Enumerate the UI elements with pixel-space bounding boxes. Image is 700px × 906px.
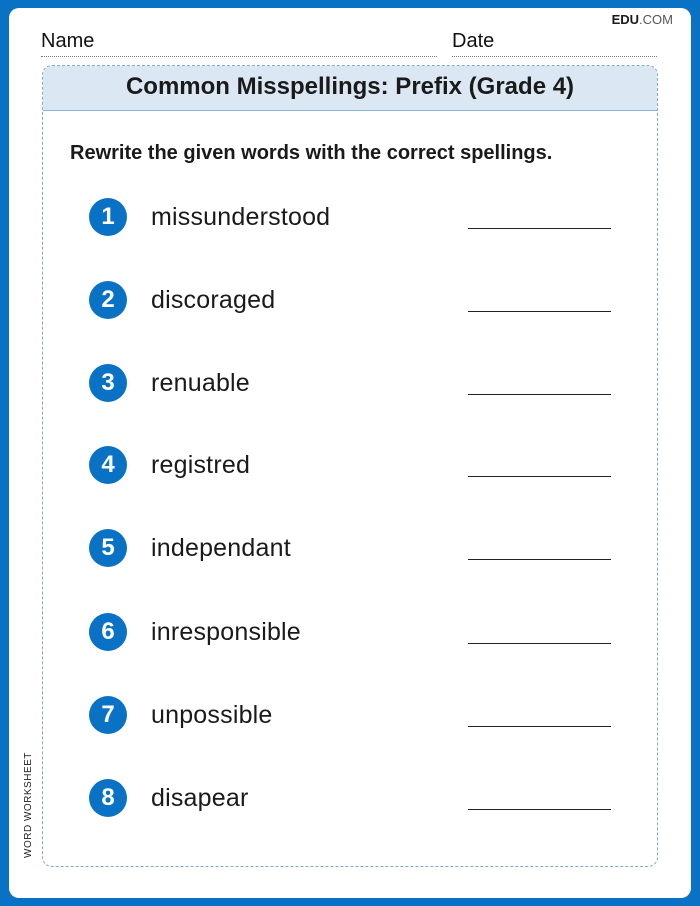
worksheet-card <box>42 65 658 867</box>
number-badge: 6 <box>89 613 127 651</box>
answer-line[interactable] <box>468 809 611 810</box>
number-badge: 8 <box>89 779 127 817</box>
side-label: WORD WORKSHEET <box>23 752 34 858</box>
misspelled-word: unpossible <box>151 701 273 729</box>
misspelled-word: disapear <box>151 784 249 812</box>
list-item <box>89 198 629 238</box>
list-item <box>89 613 629 653</box>
list-item <box>89 696 629 736</box>
name-label: Name <box>41 30 95 52</box>
answer-line[interactable] <box>468 394 611 395</box>
misspelled-word: registred <box>151 451 251 479</box>
answer-line[interactable] <box>468 476 611 477</box>
brand-logo: EDU.COM <box>611 12 673 27</box>
misspelled-word: independant <box>151 534 291 562</box>
number-badge: 3 <box>89 364 127 402</box>
answer-line[interactable] <box>468 559 611 560</box>
date-label: Date <box>452 30 495 52</box>
list-item <box>89 446 629 486</box>
date-field[interactable] <box>452 56 657 57</box>
answer-line[interactable] <box>468 643 611 644</box>
number-badge: 5 <box>89 529 127 567</box>
name-field[interactable] <box>41 56 437 57</box>
number-badge: 2 <box>89 281 127 319</box>
misspelled-word: missunderstood <box>151 203 331 231</box>
list-item <box>89 779 629 819</box>
misspelled-word: renuable <box>151 369 250 397</box>
answer-line[interactable] <box>468 311 611 312</box>
number-badge: 7 <box>89 696 127 734</box>
instruction-text: Rewrite the given words with the correct spellings. <box>70 142 553 164</box>
list-item <box>89 364 629 404</box>
answer-line[interactable] <box>468 228 611 229</box>
list-item <box>89 529 629 569</box>
answer-line[interactable] <box>468 726 611 727</box>
worksheet-title: Common Misspellings: Prefix (Grade 4) <box>43 66 657 111</box>
worksheet-page <box>9 8 691 898</box>
misspelled-word: discoraged <box>151 286 276 314</box>
number-badge: 1 <box>89 198 127 236</box>
number-badge: 4 <box>89 446 127 484</box>
misspelled-word: inresponsible <box>151 618 301 646</box>
list-item <box>89 281 629 321</box>
